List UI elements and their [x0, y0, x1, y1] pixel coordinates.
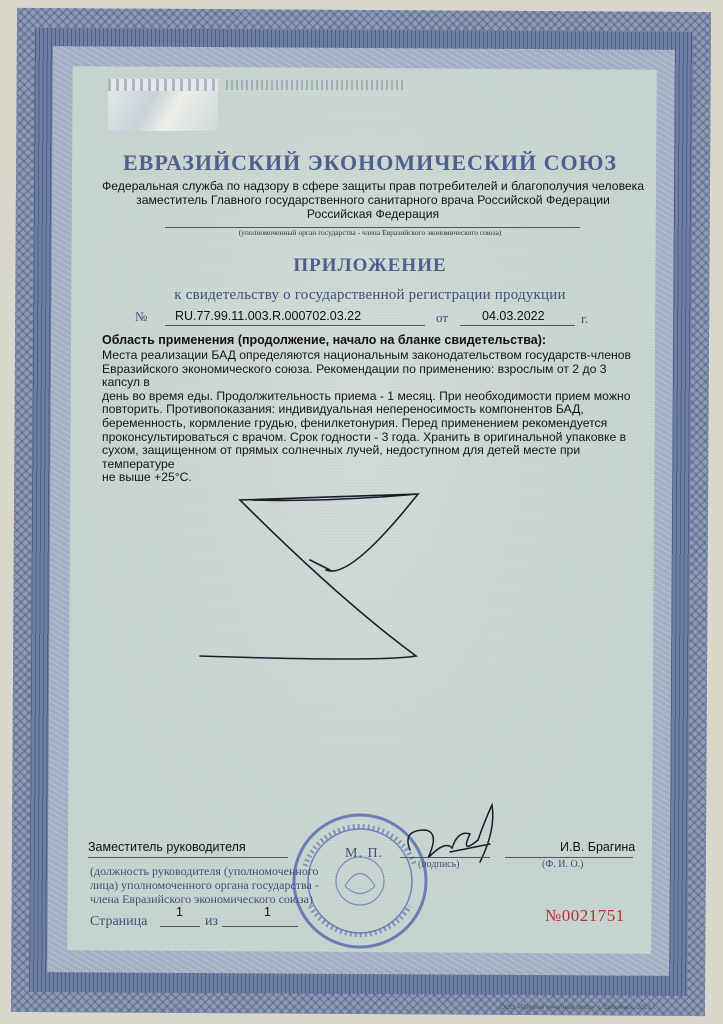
divider	[222, 926, 298, 927]
year-suffix: г.	[581, 311, 589, 326]
divider	[505, 857, 633, 858]
scope-line: Места реализации БАД определяются национальным законодательством государств-членов	[102, 348, 631, 362]
scope-line: проконсультироваться с врачом. Срок годности - 3 года. Хранить в оригинальной упаковке в	[102, 429, 627, 444]
divider	[160, 926, 200, 927]
scope-line: не выше +25°С.	[102, 470, 192, 485]
position-caption	[90, 864, 360, 906]
scope-line: сухом, защищенном от прямых солнечных лучей, недоступном для детей месте при температуре	[102, 443, 581, 471]
signature-caption: (подпись)	[418, 859, 460, 870]
page-label: Страница	[90, 914, 148, 929]
scope-line: день во время еды. Продолжительность приема - 1 месяц. При необходимости прием можно	[102, 388, 631, 403]
issuing-agency	[88, 179, 658, 221]
seal-place-label: М. П.	[345, 846, 384, 861]
signatory-position: Заместитель руководителя	[88, 840, 246, 854]
agency-line: Федеральная служба по надзору в сфере защиты прав потребителей и благополучия человека	[101, 179, 645, 193]
page-current: 1	[176, 905, 183, 919]
authority-caption: (уполномоченный орган государства - члена Евразийского экономического союза)	[238, 228, 502, 237]
page-total: 1	[264, 905, 271, 919]
signatory-name: И.В. Брагина	[560, 840, 636, 854]
certificate-number: RU.77.99.11.003.R.000702.03.22	[175, 309, 362, 323]
scope-line: повторить. Противопоказания: индивидуальная непереносимость компонентов БАД,	[102, 402, 584, 417]
date-from-label: от	[436, 310, 449, 325]
union-title: ЕВРАЗИЙСКИЙ ЭКОНОМИЧЕСКИЙ СОЮЗ	[122, 150, 618, 175]
number-label: №	[135, 309, 148, 324]
certificate-date: 04.03.2022	[482, 309, 545, 323]
serial-number: №0021751	[545, 906, 625, 925]
blank-space-z-mark	[180, 490, 440, 690]
scope-body	[102, 349, 642, 485]
agency-line: Российская Федерация	[306, 207, 440, 221]
position-caption-line: (должность руководителя (уполномоченного	[90, 864, 319, 878]
page-of-label: из	[205, 914, 219, 929]
appendix-title: ПРИЛОЖЕНИЕ	[293, 255, 447, 276]
divider	[460, 325, 575, 326]
microprint-strip	[226, 80, 406, 90]
position-caption-line: члена Евразийского экономического союза)	[90, 892, 313, 906]
scope-line: Евразийского экономического союза. Рекомендации по применению: взрослым от 2 до 3 капсул в	[102, 361, 607, 390]
divider	[400, 857, 490, 858]
appendix-subtitle: к свидетельству о государственной регистрации продукции	[174, 287, 566, 303]
scope-line: беременность, кормление грудью, фенилкетонурия. Перед применением рекомендуется	[102, 415, 608, 430]
scope-heading: Область применения (продолжение, начало на бланке свидетельства):	[102, 333, 547, 347]
printer-imprint: ООО «Первый печатный двор», г. Смоленск, 2021 г.	[500, 1004, 657, 1011]
name-caption: (Ф. И. О.)	[542, 859, 584, 870]
divider	[88, 857, 288, 858]
hologram-pattern	[108, 79, 218, 91]
divider	[165, 325, 425, 326]
position-caption-line: лица) уполномоченного органа государства -	[90, 878, 319, 892]
agency-line: заместитель Главного государственного санитарного врача Российской Федерации	[136, 193, 610, 207]
